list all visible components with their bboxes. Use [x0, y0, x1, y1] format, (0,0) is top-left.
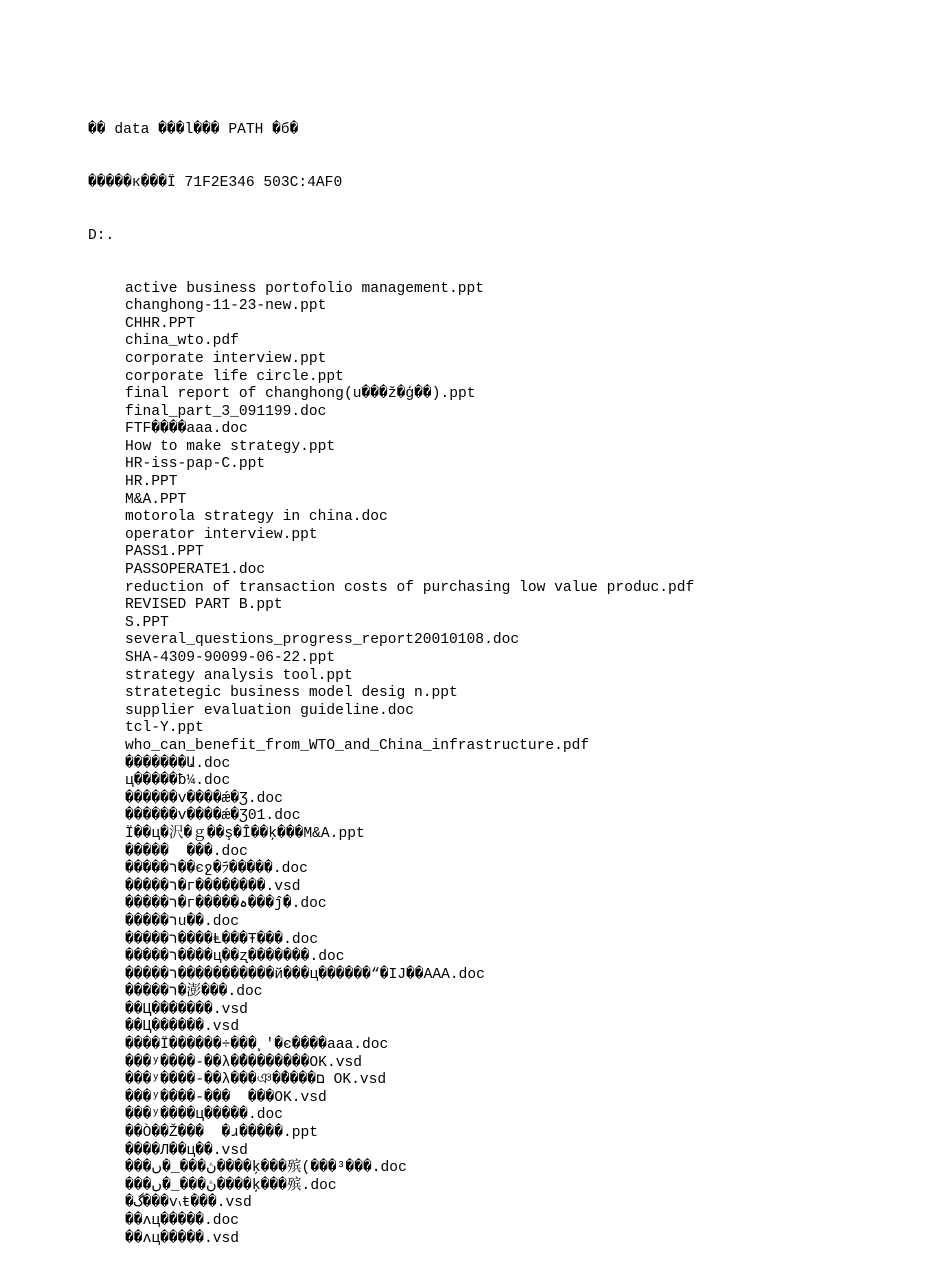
file-entry: changhong-11-23-new.ppt: [125, 298, 327, 315]
file-entry: ��Ц������.vsd: [125, 1019, 240, 1036]
file-entry: corporate interview.ppt: [125, 350, 327, 367]
file-entry: �����רu��.doc: [125, 913, 240, 930]
file-entry: �����ר��єջ�ﾗ�����.doc: [125, 861, 308, 878]
file-entry: ���ڽ���_�ں����ķ���殡(���³���.doc: [125, 1160, 407, 1177]
file-entry: active business portofolio management.ppt: [125, 280, 485, 297]
file-entry: ���ʸ����-��λ��ُ�������OK.vsd: [125, 1054, 362, 1071]
volume-serial-line: �����к���Ϊ 71F2E346 503C:4AF0: [88, 174, 343, 191]
file-entry: �������Ա.doc: [125, 755, 231, 772]
file-entry: PASSOPERATE1.doc: [125, 562, 266, 579]
file-entry: ��ʌц�����.doc: [125, 1213, 240, 1229]
file-entry: ��Ц�������.vsd: [125, 1001, 248, 1018]
file-entry: M&A.PPT: [125, 491, 187, 508]
file-entry: ���ڽ���_�ں����ķ���殡.doc: [125, 1177, 337, 1194]
file-entry: ��ʌц�����.vsd: [125, 1230, 240, 1247]
volume-label-line: �� data ���l��� PATH �б�: [88, 122, 299, 139]
file-entry: ������v����ǽ�Ʒ01.doc: [125, 808, 301, 825]
file-entry: operator interview.ppt: [125, 526, 318, 543]
file-entry: HR-iss-pap-C.ppt: [125, 456, 266, 473]
file-entry: REVISED PART B.ppt: [125, 597, 283, 614]
file-entry: motorola strategy in china.doc: [125, 509, 388, 526]
file-entry: ���ʸ����ц�����.doc: [125, 1107, 283, 1124]
file-list: [88, 281, 694, 1249]
file-entry: �����ר�����������й���ц������“�IJ��AAA.doc: [125, 966, 485, 983]
file-entry: ц�����ƀ¼.doc: [125, 773, 231, 790]
file-entry: corporate life circle.ppt: [125, 368, 344, 385]
file-entry: �����ר�г��������.vsd: [125, 878, 301, 895]
file-entry: HR.PPT: [125, 474, 178, 491]
file-entry: �����ר����ц��ʐ�������.doc: [125, 949, 345, 966]
file-entry: final_part_3_091199.doc: [125, 403, 327, 420]
file-entry: CHHR.PPT: [125, 315, 196, 332]
directory-tree-listing: [88, 87, 694, 1266]
file-entry: S.PPT: [125, 614, 169, 631]
file-entry: reduction of transaction costs of purchasing low value produc.pdf: [125, 579, 695, 596]
file-entry: ���ʸ����-��λ���ঞ��ُ���ם OK.vsd: [125, 1072, 387, 1089]
file-entry: ���ʸ����-��� ���OK.vsd: [125, 1089, 327, 1106]
file-entry: SHA-4309-90099-06-22.ppt: [125, 650, 336, 666]
file-entry: Ï��ц�沢�ｇ��ş�Î��ķ���M&A.ppt: [125, 825, 365, 842]
file-entry: strategy analysis tool.ppt: [125, 667, 353, 684]
drive-root-line: D:.: [88, 227, 115, 244]
file-entry: final report of changhong(u���ž�ģ��).ppt: [125, 386, 476, 403]
file-entry: How to make strategy.ppt: [125, 438, 336, 455]
file-entry: ����Ï������÷���¸'�є����aaa.doc: [125, 1037, 389, 1054]
file-entry: ������v����ǽ�Ʒ.doc: [125, 790, 283, 807]
file-entry: stratetegic business model desig n.ppt: [125, 685, 458, 702]
file-entry: �����ר�澎���.doc: [125, 984, 263, 1001]
file-entry: ����� ���.doc: [125, 843, 248, 860]
file-entry: PASS1.PPT: [125, 544, 204, 561]
file-entry: �����ר����Ⱡ���Ŧ���.doc: [125, 931, 319, 948]
file-entry: ��Ò��Ž��� �ɹ�����.ppt: [125, 1125, 319, 1142]
file-entry: tcl-Y.ppt: [125, 720, 204, 737]
file-entry: �گ���v៶ŧ���.vsd: [125, 1195, 252, 1212]
file-entry: china_wto.pdf: [125, 333, 239, 350]
file-entry: supplier evaluation guideline.doc: [125, 702, 415, 719]
file-entry: several_questions_progress_report20010108.doc: [125, 632, 520, 649]
file-entry: who_can_benefit_from_WTO_and_China_infrastructure.pdf: [125, 737, 590, 754]
file-entry: FTF����aaa.doc: [125, 421, 248, 438]
file-entry: ����Л��ц��.vsd: [125, 1142, 248, 1159]
file-entry: �����ר�г�����ہ���ĵ�.doc: [125, 896, 327, 913]
